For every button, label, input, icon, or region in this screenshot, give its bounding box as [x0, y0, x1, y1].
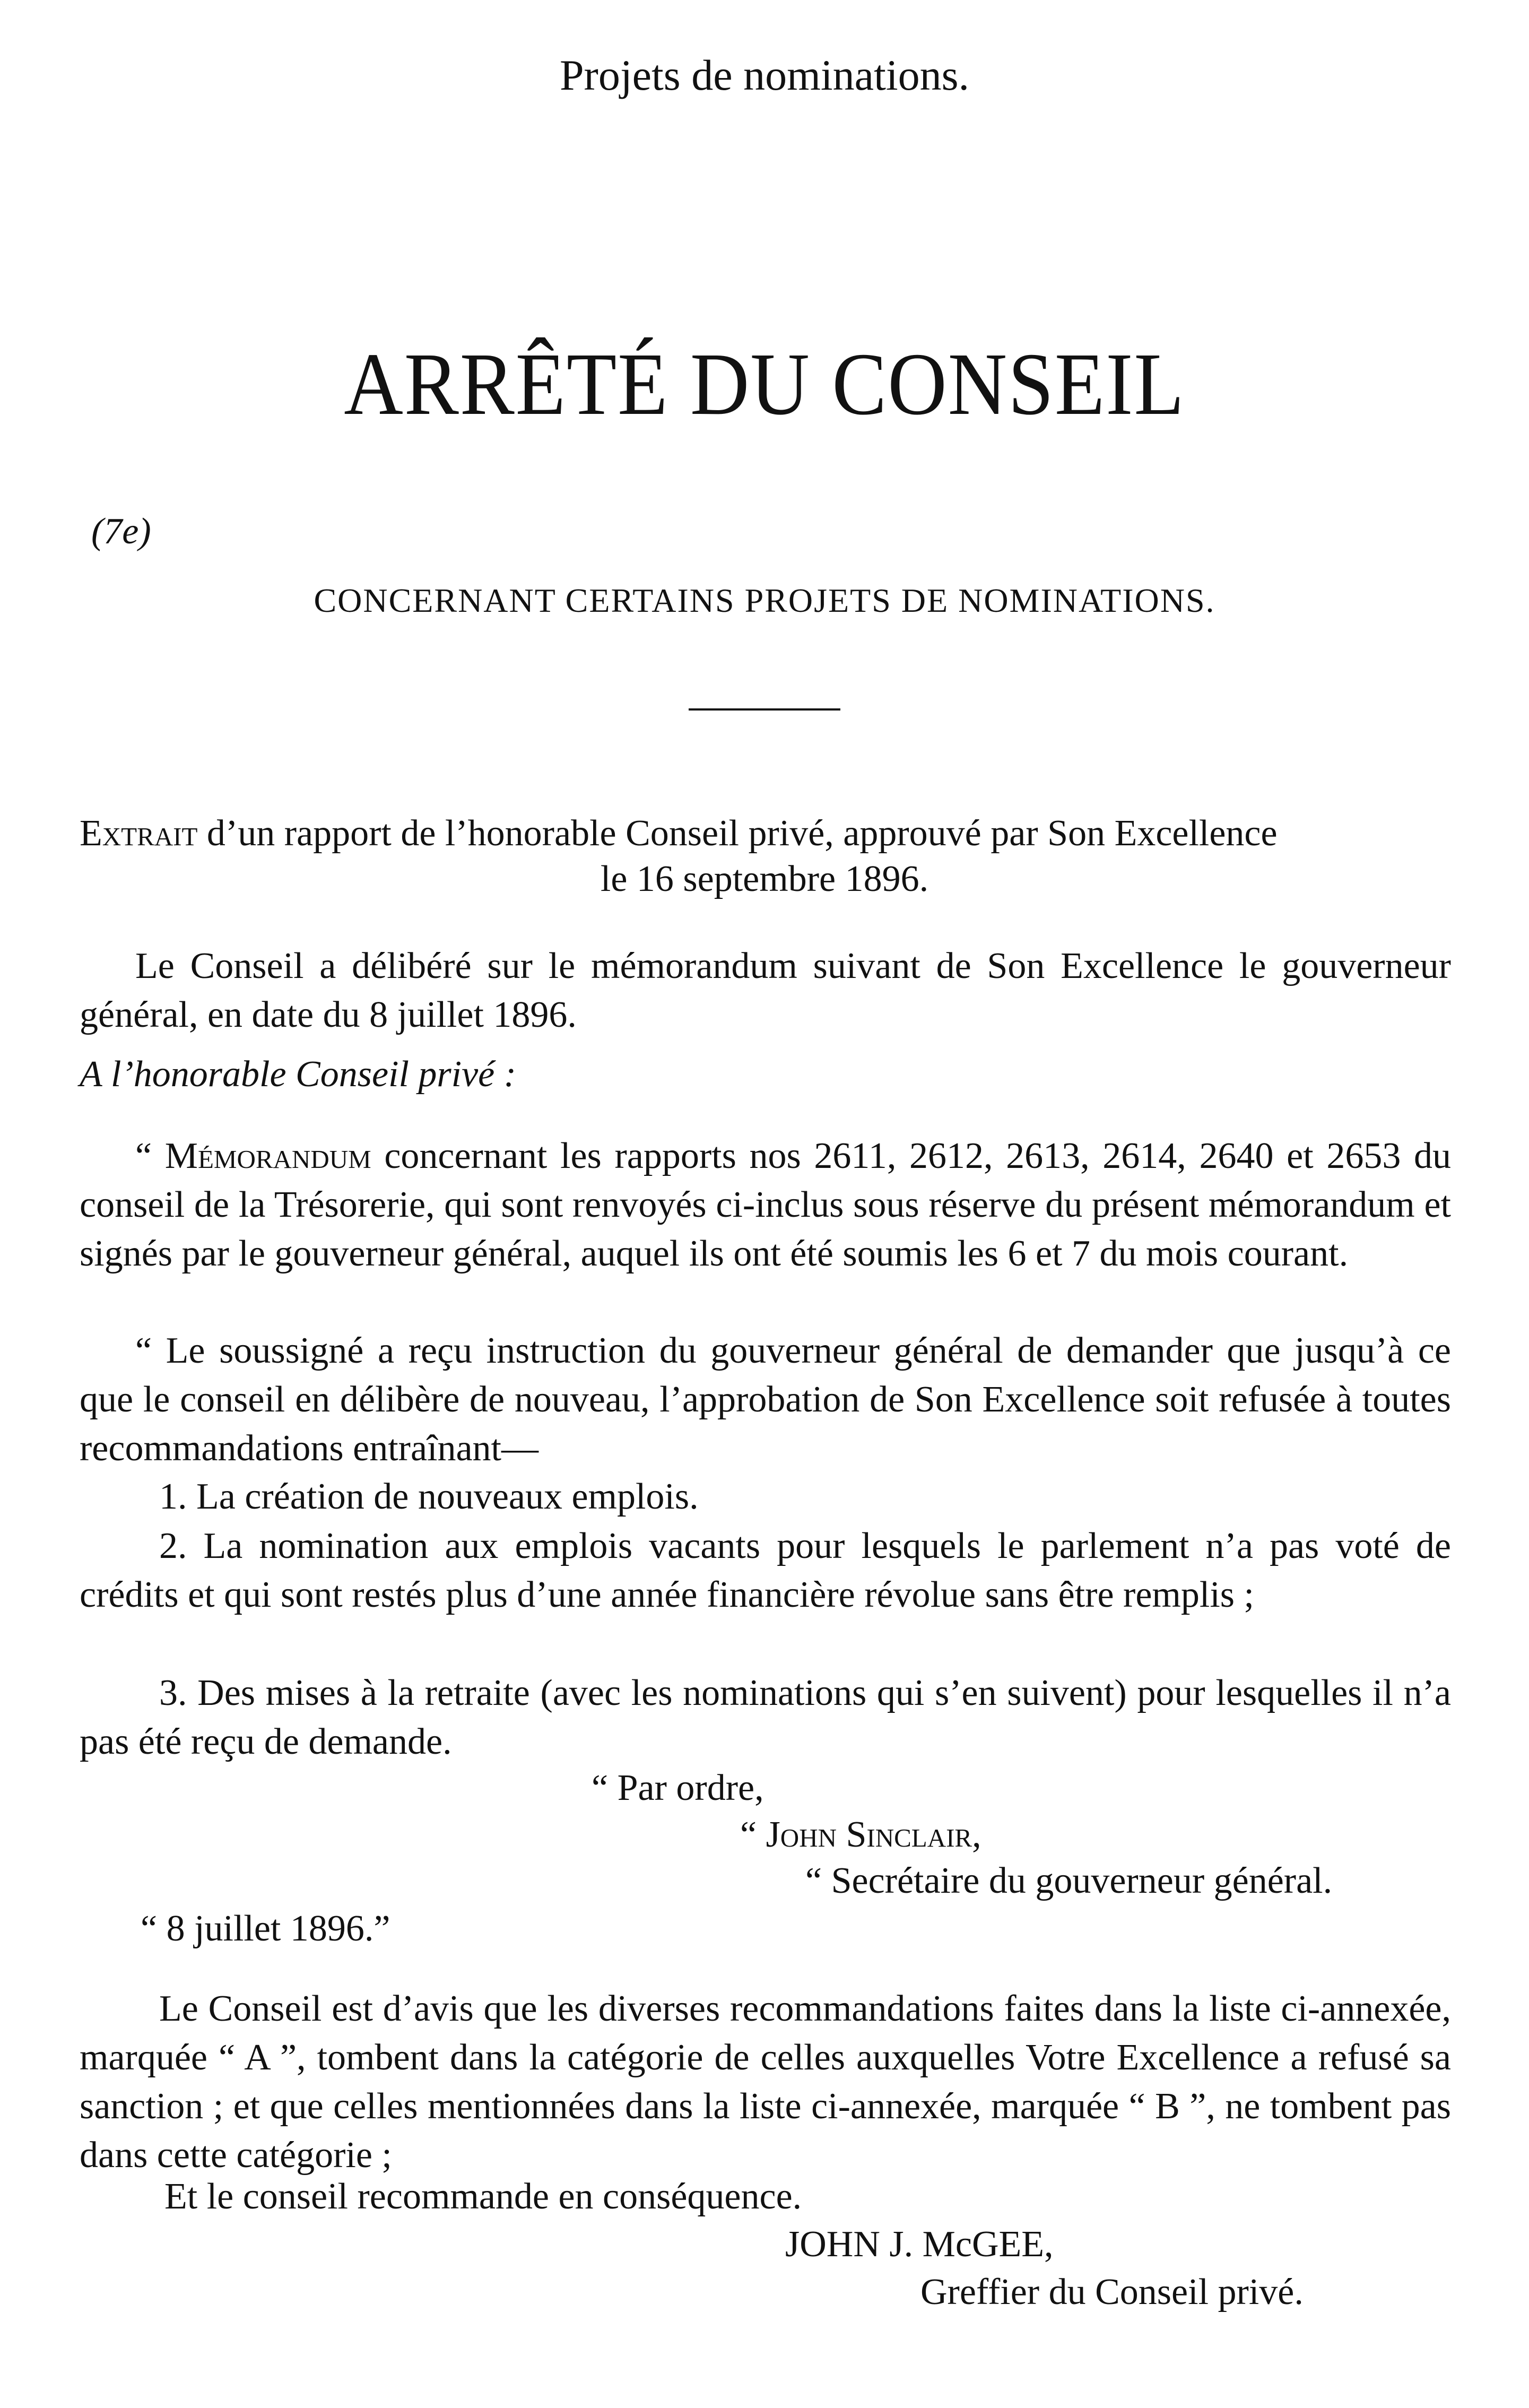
extract-text: d’un rapport de l’honorable Conseil privé, approuvé par Son Excellence: [197, 813, 1278, 854]
order-number: (7e): [91, 511, 151, 552]
document-subtitle: CONCERNANT CERTAINS PROJETS DE NOMINATIONS.: [314, 582, 1215, 619]
intro-paragraph: Le Conseil a délibéré sur le mémorandum suivant de Son Excellence le gouverneur général, en date du 8 juillet 1896.: [80, 946, 1451, 1035]
order-role: “ Secrétaire du gouverneur général.: [805, 1860, 1333, 1901]
order-name: [740, 1814, 981, 1856]
separator-rule: [689, 708, 840, 711]
memo-lead: Mémorandum: [164, 1136, 371, 1176]
document-title: ARRÊTÉ DU CONSEIL: [344, 335, 1185, 434]
list-item-1: 1. La création de nouveaux emplois.: [159, 1476, 699, 1517]
memo-open-quote: “: [135, 1136, 165, 1176]
addressee: A l’honorable Conseil privé :: [80, 1054, 517, 1095]
order-line: “ Par ordre,: [592, 1768, 764, 1808]
page-header: Projets de nominations.: [559, 51, 970, 99]
memo-text: concernant les rapports nos 2611, 2612, 2613, 2614, 2640 et 2653 du conseil de la Trésorerie, qui sont renvoyés ci-inclus sous réserve du présent mémorandum et signés par le gouverneur général, auquel ils ont été soumis les 6 et 7 du mois courant.: [80, 1136, 1451, 1274]
opinion-paragraph: Le Conseil est d’avis que les diverses recommandations faites dans la liste ci-annexée, marquée “ A ”, tombent dans la catégorie de celles auxquelles Votre Excellence a refusé sa sanction ; et que celles mentionnées dans la liste ci-annexée, marquée “ B ”, ne tombent pas dans cette catégorie ;: [80, 1988, 1451, 2176]
extract-paragraph: [80, 809, 1451, 858]
list-item-2: 2. La nomination aux emplois vacants pour lesquels le parlement n’a pas voté de crédits et qui sont restés plus d’une année financière révolue sans être remplis ;: [80, 1526, 1451, 1615]
recommend-line: Et le conseil recommande en conséquence.: [164, 2176, 802, 2217]
extract-date: le 16 septembre 1896.: [600, 859, 929, 899]
signature-role: Greffier du Conseil privé.: [920, 2272, 1304, 2312]
signature-name: JOHN J. McGEE,: [785, 2224, 1054, 2265]
instruction-paragraph: “ Le soussigné a reçu instruction du gouverneur général de demander que jusqu’à ce que le conseil en délibère de nouveau, l’approbation de Son Excellence soit refusée à toutes recommandations entraînant—: [80, 1330, 1451, 1469]
list-item-3: 3. Des mises à la retraite (avec les nominations qui s’en suivent) pour lesquelles il n’a pas été reçu de demande.: [80, 1673, 1451, 1762]
order-name-text: “ John Sinclair,: [740, 1814, 981, 1855]
extract-lead: Extrait: [80, 813, 198, 854]
memorandum-paragraph: [80, 1132, 1451, 1278]
memo-date: “ 8 juillet 1896.”: [141, 1908, 390, 1949]
